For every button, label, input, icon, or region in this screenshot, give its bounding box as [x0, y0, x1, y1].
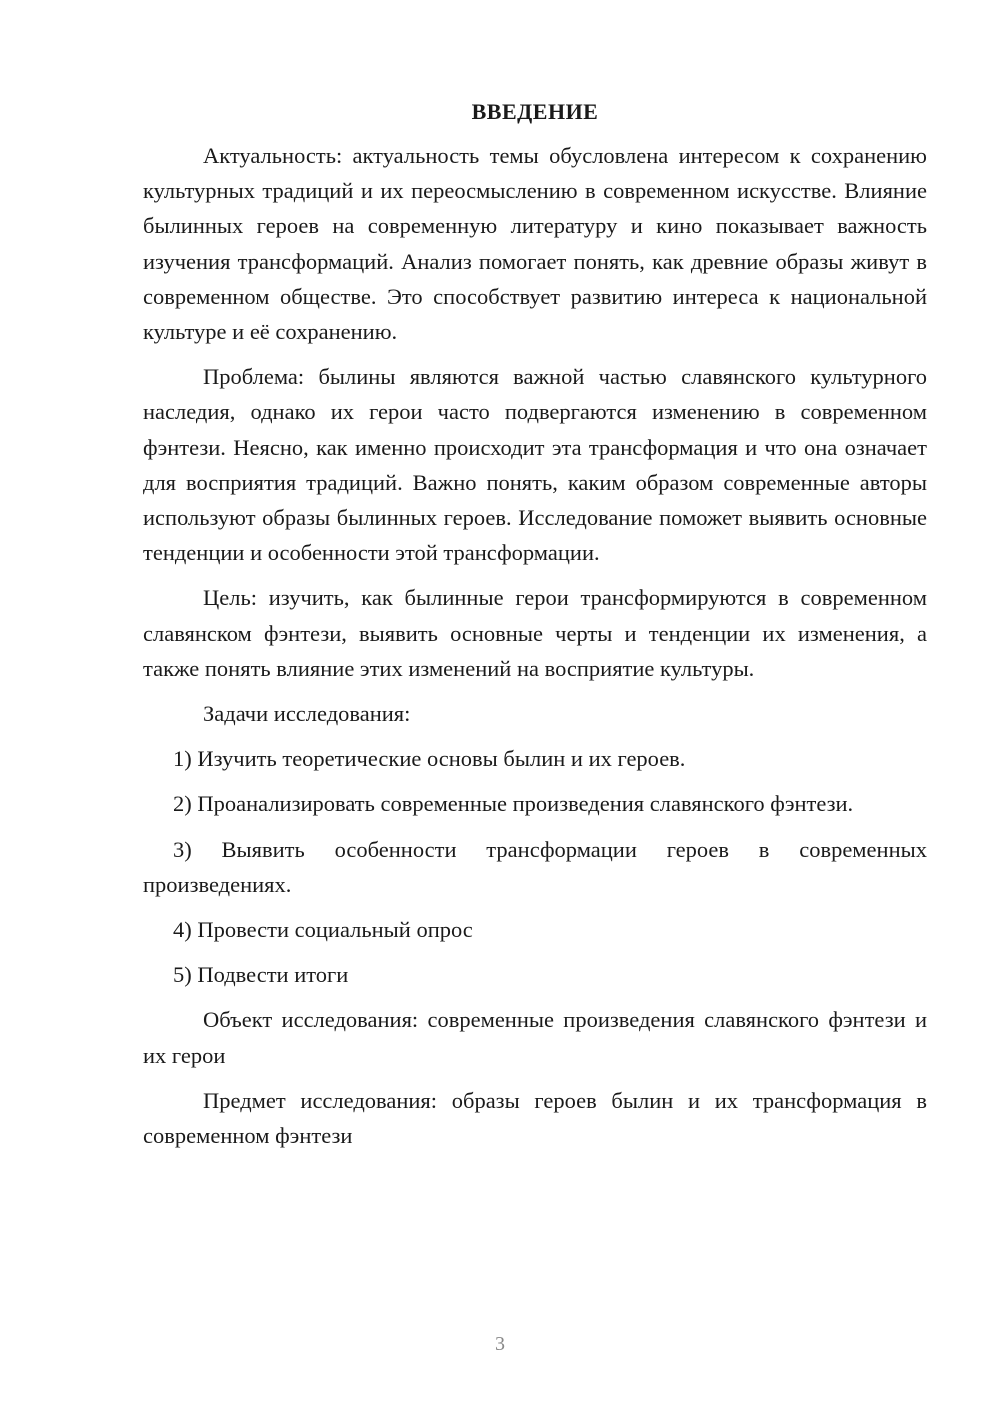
page-title: ВВЕДЕНИЕ: [471, 99, 599, 124]
paragraph-relevance: Актуальность: актуальность темы обусловлена интересом к сохранению культурных традиций и их переосмыслению в современном искусстве. Влияние былинных героев на современную литературу и кино показывает важность изучения трансформаций. Анализ помогает понять, как древние образы живут в современном обществе. Это способствует развитию интереса к национальной культуре и её сохранению.: [143, 143, 927, 345]
tasks-heading: Задачи исследования:: [203, 701, 411, 727]
page-number: 3: [495, 1333, 505, 1355]
document-body: [143, 94, 927, 1153]
paragraph-problem: Проблема: былины являются важной частью славянского культурного наследия, однако их герои часто подвергаются изменению в современном фэнтези. Неясно, как именно происходит эта трансформация и что она означает для восприятия традиций. Важно понять, каким образом современные авторы используют образы былинных героев. Исследование поможет выявить основные тенденции и особенности этой трансформации.: [143, 364, 927, 566]
paragraph-goal: Цель: изучить, как былинные герои трансформируются в современном славянском фэнтези, выявить основные черты и тенденции их изменения, а также понять влияние этих изменений на восприятие культуры.: [143, 585, 927, 681]
task-item: 2) Проанализировать современные произведения славянского фэнтези.: [173, 791, 854, 817]
task-item: 4) Провести социальный опрос: [173, 917, 473, 943]
task-item: 1) Изучить теоретические основы былин и их героев.: [173, 746, 686, 772]
task-item: 3) Выявить особенности трансформации героев в современных произведениях.: [143, 836, 927, 897]
paragraph-subject: Предмет исследования: образы героев былин и их трансформация в современном фэнтези: [143, 1087, 927, 1149]
paragraph-object: Объект исследования: современные произведения славянского фэнтези и их герои: [143, 1007, 927, 1068]
task-item: 5) Подвести итоги: [173, 962, 349, 988]
